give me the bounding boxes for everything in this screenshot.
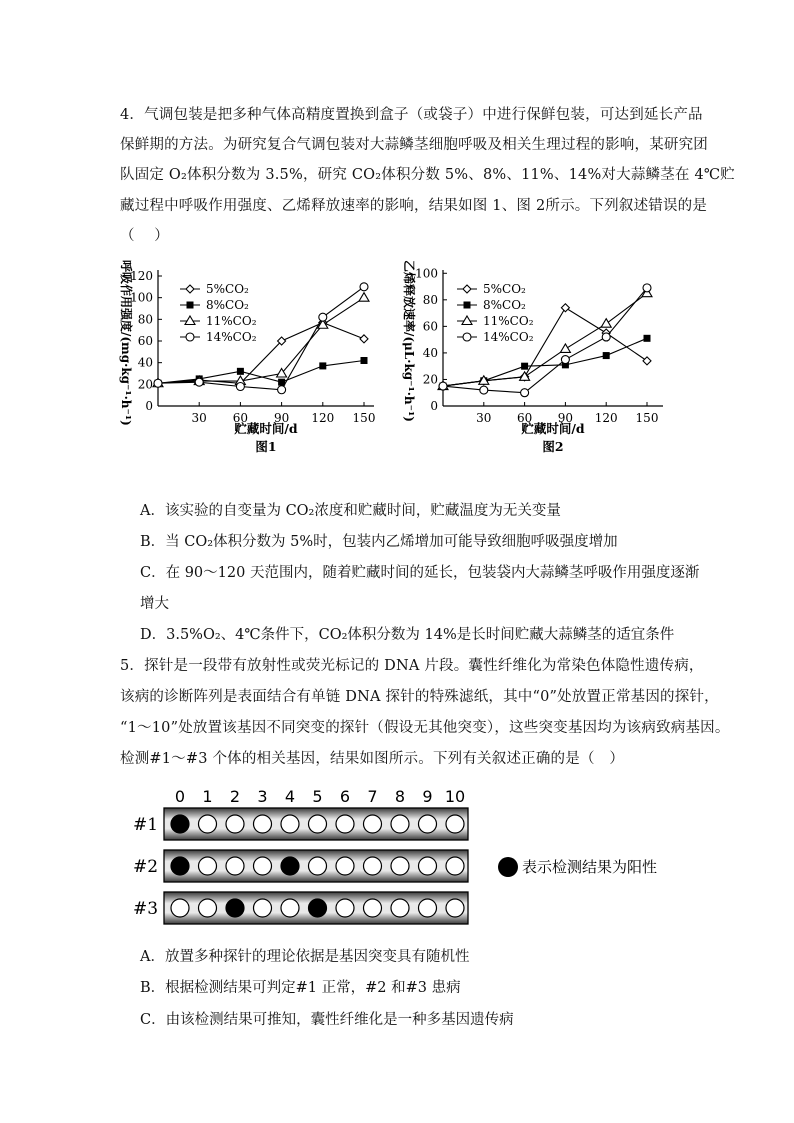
probe-strip-row — [133, 808, 468, 840]
legend-label: 11%CO₂ — [483, 314, 534, 328]
probe-array-figure — [120, 782, 680, 932]
q4-stem-line: 保鲜期的方法。为研究复合气调包装对大蒜鳞茎细胞呼吸及相关生理过程的影响，某研究团 — [120, 137, 708, 153]
legend-label: 11%CO₂ — [206, 314, 257, 328]
sample-label: #3 — [133, 899, 159, 919]
probe-dot-negative — [226, 857, 244, 875]
y-tick-label: 40 — [137, 355, 153, 370]
data-point — [560, 344, 570, 353]
probe-number: 10 — [444, 787, 466, 806]
data-point — [521, 363, 528, 370]
legend-label: 5%CO₂ — [483, 282, 526, 296]
y-axis-label: 呼吸作用强度/(mg·kg⁻¹·h⁻¹) — [119, 260, 133, 426]
x-tick-label: 30 — [476, 411, 492, 425]
q5-stem-line: 检测#1～#3 个体的相关基因，结果如图所示。下列有关叙述正确的是（ ） — [120, 751, 625, 767]
q4-stem-line: 4．气调包装是把多种气体高精度置换到盒子（或袋子）中进行保鲜包装，可达到延长产品 — [120, 107, 703, 123]
option-a: A．该实验的自变量为 CO₂浓度和贮藏时间，贮藏温度为无关变量 — [140, 503, 561, 519]
legend-text: 表示检测结果为阳性 — [522, 858, 658, 876]
data-point — [186, 333, 194, 341]
legend-label: 5%CO₂ — [206, 282, 249, 296]
option-b: B．根据检测结果可判定#1 正常，#2 和#3 患病 — [140, 980, 461, 996]
figure-caption: 图2 — [542, 439, 564, 454]
data-point — [237, 368, 244, 375]
data-point — [319, 362, 326, 369]
data-point — [439, 382, 447, 390]
data-point — [521, 389, 529, 397]
probe-dot-negative — [309, 815, 327, 833]
probe-dot-negative — [419, 899, 437, 917]
probe-dot-negative — [199, 815, 217, 833]
probe-dot-negative — [391, 899, 409, 917]
data-point — [462, 316, 472, 325]
probe-dot-negative — [419, 857, 437, 875]
x-tick-label: 60 — [516, 411, 533, 425]
legend — [498, 857, 657, 877]
probe-dot-negative — [281, 899, 299, 917]
chart-legend — [457, 282, 534, 344]
data-point — [236, 383, 244, 391]
probe-dot-positive — [281, 857, 299, 875]
sample-label: #2 — [133, 857, 159, 877]
x-tick-label: 30 — [191, 411, 207, 425]
data-point — [464, 302, 471, 309]
data-point — [643, 284, 651, 292]
q4-stem-line: 藏过程中呼吸作用强度、乙烯释放速率的影响，结果如图 1、图 2所示。下列叙述错误的是 — [120, 198, 708, 214]
y-tick-label: 20 — [137, 377, 153, 392]
probe-dot-negative — [281, 815, 299, 833]
probe-dot-negative — [171, 899, 189, 917]
q5-stem-line: 5．探针是一段带有放射性或荧光标记的 DNA 片段。囊性纤维化为常染色体隐性遗传病， — [120, 658, 704, 674]
x-tick-label: 150 — [635, 411, 659, 425]
data-point — [319, 313, 327, 321]
y-tick-label: 60 — [137, 334, 153, 348]
data-point — [360, 335, 368, 343]
data-point — [463, 333, 471, 341]
y-tick-label: 80 — [137, 312, 153, 327]
y-axis — [415, 266, 447, 413]
probe-dot-negative — [364, 815, 382, 833]
q4-stem-line: 队固定 O₂体积分数为 3.5%，研究 CO₂体积分数 5%、8%、11%、14%对大蒜鳞茎在 4℃贮 — [120, 167, 735, 183]
probe-dot-negative — [336, 899, 354, 917]
x-tick-label: 120 — [594, 411, 618, 425]
probe-number: 6 — [339, 787, 351, 806]
y-tick-label: 0 — [145, 399, 153, 413]
probe-dot-negative — [309, 857, 327, 875]
y-tick-label: 80 — [422, 292, 438, 307]
data-point — [360, 283, 368, 291]
data-point — [463, 285, 471, 293]
y-tick-label: 40 — [422, 345, 438, 360]
legend-label: 8%CO₂ — [483, 298, 526, 312]
probe-strip-row — [133, 850, 468, 882]
probe-dot-negative — [391, 815, 409, 833]
option-a: A．放置多种探针的理论依据是基因突变具有随机性 — [140, 949, 470, 965]
q5-stem-line: “1～10”处放置该基因不同突变的探针（假设无其他突变），这些突变基因均为该病致病基因。 — [120, 720, 730, 736]
q4-stem-line: （ ） — [120, 228, 169, 244]
probe-number: 5 — [312, 787, 323, 806]
series-line — [158, 361, 364, 384]
y-tick-label: 60 — [422, 319, 438, 334]
probe-number: 2 — [229, 787, 241, 806]
probe-dot-negative — [419, 815, 437, 833]
y-tick-label: 100 — [130, 290, 153, 305]
option-c-continued: 增大 — [140, 596, 169, 612]
legend-label: 14%CO₂ — [483, 330, 534, 344]
data-point — [361, 357, 368, 364]
probe-dot-negative — [364, 899, 382, 917]
chart-legend — [180, 282, 257, 344]
probe-dot-negative — [446, 815, 464, 833]
probe-dot-negative — [446, 899, 464, 917]
probe-dot-positive — [171, 815, 189, 833]
data-point — [602, 333, 610, 341]
data-point — [603, 352, 610, 359]
x-axis-label: 贮藏时间/d — [234, 421, 298, 436]
series-line — [443, 308, 647, 386]
x-tick-label: 150 — [352, 411, 376, 425]
x-axis-label: 贮藏时间/d — [521, 421, 585, 436]
data-point — [278, 386, 286, 394]
probe-number: 4 — [284, 787, 296, 806]
data-point — [154, 379, 162, 387]
figure-1-chart — [110, 252, 390, 462]
probe-number: 8 — [394, 787, 406, 806]
data-point — [195, 378, 203, 386]
probe-number: 3 — [257, 787, 268, 806]
data-point — [561, 304, 569, 312]
q5-stem-line: 该病的诊断阵列是表面结合有单链 DNA 探针的特殊滤纸，其中“0”处放置正常基因的探针， — [120, 689, 719, 705]
data-point — [601, 319, 611, 328]
y-axis-label: 乙烯释放速率/(μL·kg⁻¹·h⁻¹) — [402, 260, 416, 422]
probe-dot-negative — [254, 899, 272, 917]
option-c: C．在 90～120 天范围内，随着贮藏时间的延长，包装袋内大蒜鳞茎呼吸作用强度逐渐 — [140, 565, 700, 581]
data-point — [187, 302, 194, 309]
probe-dot-negative — [199, 857, 217, 875]
x-tick-label: 120 — [311, 411, 335, 425]
data-point — [643, 357, 651, 365]
y-tick-label: 100 — [415, 266, 438, 281]
x-tick-label: 90 — [557, 411, 574, 425]
y-tick-label: 120 — [130, 269, 153, 283]
probe-dot-negative — [336, 857, 354, 875]
probe-dot-positive — [171, 857, 189, 875]
probe-number: 1 — [202, 787, 213, 806]
option-c: C．由该检测结果可推知，囊性纤维化是一种多基因遗传病 — [140, 1012, 514, 1028]
sample-label: #1 — [133, 815, 159, 835]
data-point — [359, 293, 369, 302]
data-point — [185, 316, 195, 325]
option-b: B．当 CO₂体积分数为 5%时，包装内乙烯增加可能导致细胞呼吸强度增加 — [140, 534, 618, 550]
probe-dot-positive — [309, 899, 327, 917]
series-diamond — [439, 304, 651, 390]
probe-dot-negative — [226, 815, 244, 833]
probe-dot-negative — [254, 815, 272, 833]
y-tick-label: 20 — [422, 372, 438, 387]
data-point — [644, 335, 651, 342]
probe-dot-negative — [199, 899, 217, 917]
series-line — [158, 323, 364, 384]
legend-label: 8%CO₂ — [206, 298, 249, 312]
data-point — [186, 285, 194, 293]
y-axis — [130, 269, 162, 413]
option-d: D．3.5%O₂、4℃条件下，CO₂体积分数为 14%是长时间贮藏大蒜鳞茎的适宜条件 — [140, 627, 675, 643]
probe-dot-negative — [446, 857, 464, 875]
x-tick-label: 60 — [232, 411, 249, 425]
figure-caption: 图1 — [255, 439, 277, 454]
probe-strip-row — [133, 892, 468, 924]
probe-dot-negative — [391, 857, 409, 875]
probe-dot-negative — [364, 857, 382, 875]
probe-dot-negative — [336, 815, 354, 833]
probe-number: 7 — [367, 787, 378, 806]
figure-2-chart — [395, 252, 685, 462]
series-circle — [439, 284, 651, 397]
x-tick-label: 90 — [273, 411, 290, 425]
probe-number: 9 — [422, 787, 433, 806]
probe-number-row — [175, 787, 465, 806]
data-point — [480, 386, 488, 394]
probe-number: 0 — [174, 787, 186, 806]
positive-dot-icon — [498, 857, 518, 877]
y-tick-label: 0 — [430, 399, 438, 413]
legend-label: 14%CO₂ — [206, 330, 257, 344]
data-point — [561, 356, 569, 364]
probe-dot-positive — [226, 899, 244, 917]
probe-dot-negative — [254, 857, 272, 875]
